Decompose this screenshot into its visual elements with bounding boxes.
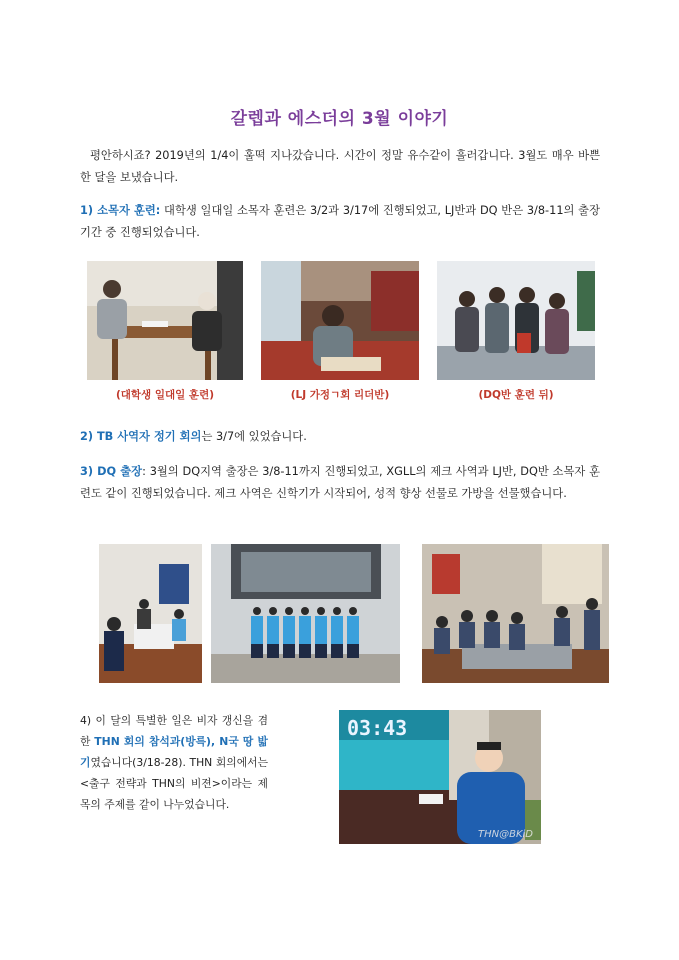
photo-lj-leader-class — [261, 261, 419, 380]
page-title: 갈렙과 에스더의 3월 이야기 — [230, 109, 449, 129]
item-4-pre: 4) 이 달의 특별한 일은 비자 갱신을 겸한 — [80, 714, 268, 748]
photo-thn-conference-speaker — [339, 710, 541, 844]
item-2-label: 2) TB 사역자 정기 회의 — [80, 430, 202, 443]
video-timer: 03:43 — [347, 716, 408, 740]
photo-group-students — [211, 544, 400, 683]
item-4-post: 였습니다(3/18-28). THN 회의에서는 <출구 전략과 THN의 비젼>이라는 제목의 주제를 같이 나누었습니다. — [80, 756, 268, 811]
item-4-label: THN 회의 참석과(방륵), N국 땅 밟기 — [80, 735, 268, 769]
item-2-paragraph — [80, 426, 600, 448]
photo-watermark: THN@BKiD — [477, 829, 533, 840]
photo-gift-bags-session — [422, 544, 609, 683]
item-4-paragraph — [80, 710, 268, 815]
item-1-paragraph — [80, 200, 600, 244]
item-1-label: 1) 소목자 훈련: — [80, 204, 161, 217]
photo-dq-class-after-training — [437, 261, 595, 380]
item-1-text: 대학생 일대일 소목자 훈련은 3/2과 3/17에 진행되었고, LJ반과 DQ 반은 3/8-11의 출장 기간 중 진행되었습니다. — [80, 204, 600, 239]
intro-paragraph: 평안하시죠? 2019년의 1/4이 훌떡 지나갔습니다. 시간이 정말 유수같이 흘러갑니다. 3월도 매우 바쁜 한 달을 보냈습니다. — [80, 149, 600, 184]
item-3-text: : 3월의 DQ지역 출장은 3/8-11까지 진행되었고, XGLL의 제크 사역과 LJ반, DQ반 소목자 훈련도 같이 진행되었습니다. 제크 사역은 신학기가 시작되어, 성적 향상 선물로 가방을 선물했습니다. — [80, 465, 600, 500]
caption-one-on-one-training: (대학생 일대일 훈련) — [115, 389, 215, 401]
caption-lj-leader-class: (LJ 가정ㄱ회 리더반) — [290, 389, 390, 401]
item-3-paragraph — [80, 461, 600, 505]
item-3-label: 3) DQ 출장 — [80, 465, 143, 478]
photo-one-on-one-training — [87, 261, 243, 380]
caption-dq-class: (DQ반 훈련 뒤) — [478, 389, 554, 401]
item-2-text: 는 3/7에 있었습니다. — [201, 430, 307, 443]
photo-classroom-session — [99, 544, 202, 683]
